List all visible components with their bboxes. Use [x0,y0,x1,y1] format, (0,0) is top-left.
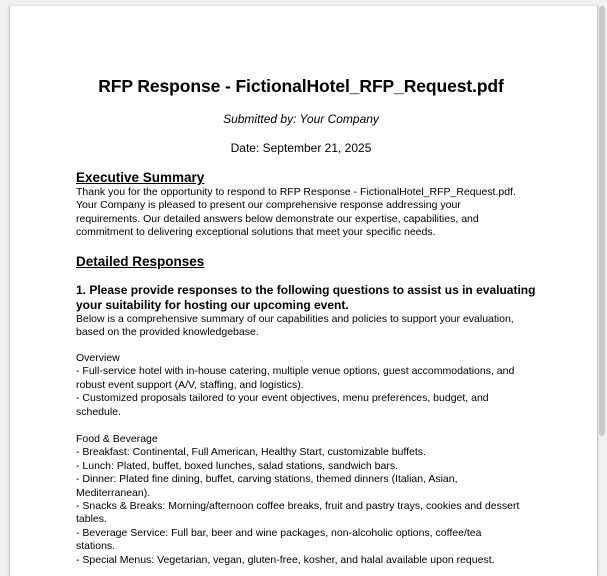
food-beverage-heading: Food & Beverage [76,433,158,445]
text-line: - Special Menus: Vegetarian, vegan, gluten-free, kosher, and halal available upon request. [76,553,495,566]
submitted-by: Submitted by: Your Company [223,112,379,126]
text-line: Your Company is pleased to present our comprehensive response addressing your [76,199,461,212]
executive-summary-heading: Executive Summary [76,170,205,185]
text-line: stations. [76,540,116,553]
food-beverage-section [76,433,536,567]
text-line: 1. Please provide responses to the following questions to assist us in evaluating [76,283,536,297]
text-line: schedule. [76,405,121,418]
text-line: robust event support (A/V, staffing, and logistics). [76,378,304,391]
text-line: - Customized proposals tailored to your event objectives, menu preferences, budget, and [76,392,489,405]
text-line: Below is a comprehensive summary of our capabilities and policies to support your evaluation, [76,313,514,325]
document-date: Date: September 21, 2025 [230,141,372,155]
vertical-scrollbar[interactable] [599,6,605,562]
question-1-intro [76,313,536,340]
overview-heading: Overview [76,352,120,364]
text-line: Mediterranean). [76,486,151,499]
text-line: - Beverage Service: Full bar, beer and wine packages, non-alcoholic options, coffee/tea [76,526,482,539]
text-line: Thank you for the opportunity to respond to RFP Response - FictionalHotel_RFP_Request.pdf. [76,186,516,198]
overview-section [76,352,536,419]
text-line: - Full-service hotel with in-house catering, multiple venue options, guest accommodations, and [76,365,515,378]
question-1-title [76,283,536,312]
text-line: - Breakfast: Continental, Full American, Healthy Start, customizable buffets. [76,446,426,459]
scrollbar-thumb[interactable] [599,6,605,436]
text-line: tables. [76,513,107,526]
text-line: requirements. Our detailed answers below demonstrate our expertise, capabilities, and [76,212,479,225]
text-line: - Snacks & Breaks: Morning/afternoon coffee breaks, fruit and pastry trays, cookies and dessert [76,500,520,513]
detailed-responses-heading: Detailed Responses [76,254,205,269]
document-title: RFP Response - FictionalHotel_RFP_Request.pdf [98,76,504,96]
executive-summary-text [76,186,536,240]
text-line: - Lunch: Plated, buffet, boxed lunches, salad stations, sandwich bars. [76,459,399,472]
text-line: commitment to delivering exceptional solutions that meet your specific needs. [76,226,436,239]
text-line: based on the provided knowledgebase. [76,326,259,339]
text-line: your suitability for hosting our upcoming event. [76,297,349,312]
text-line: - Dinner: Plated fine dining, buffet, carving stations, themed dinners (Italian, Asian, [76,473,458,486]
document-page [9,6,598,576]
